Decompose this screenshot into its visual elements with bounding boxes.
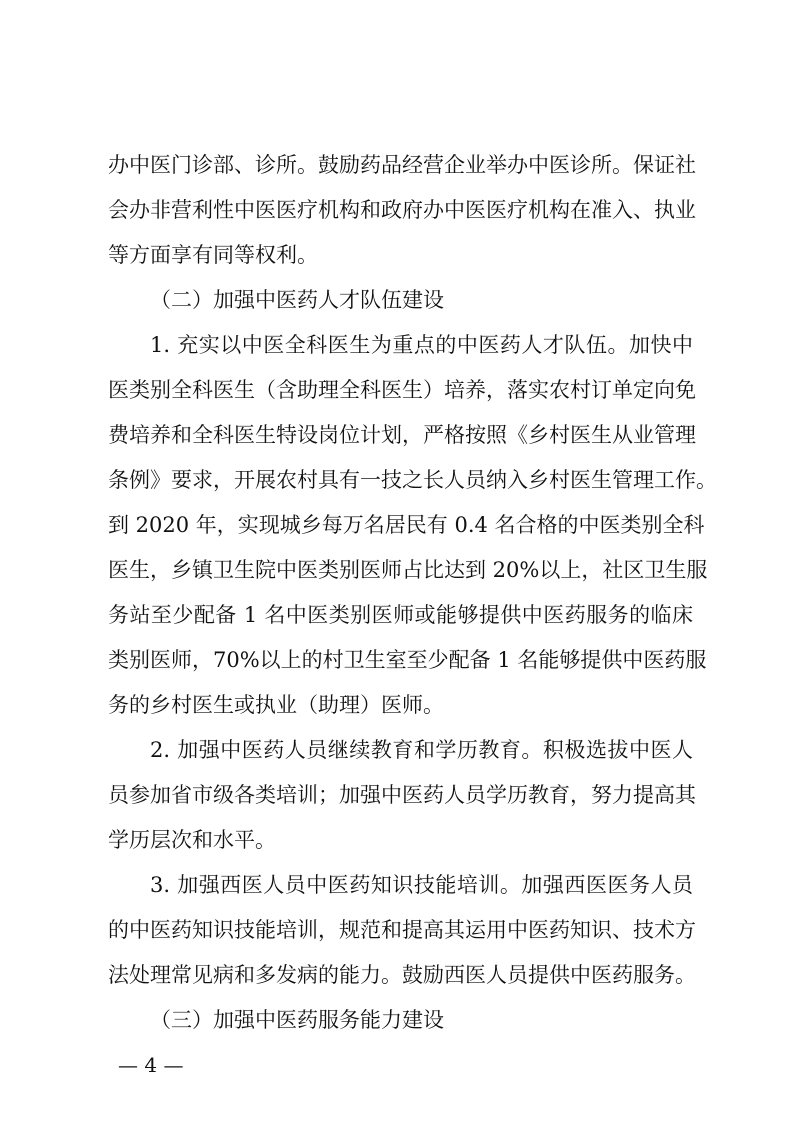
paragraph-line: 法处理常见病和多发病的能力。鼓励西医人员提供中医药服务。 [108, 963, 696, 987]
paragraph-line: 的中医药知识技能培训，规范和提高其运用中医药知识、技术方 [108, 918, 696, 942]
paragraph-line: 到 2020 年，实现城乡每万名居民有 0.4 名合格的中医类别全科 [108, 513, 705, 537]
paragraph-line: 费培养和全科医生特设岗位计划，严格按照《乡村医生从业管理 [108, 423, 696, 447]
paragraph-line: 务站至少配备 1 名中医类别医师或能够提供中医药服务的临床 [108, 603, 693, 627]
paragraph-line: 医生，乡镇卫生院中医类别医师占比达到 20%以上，社区卫生服 [108, 558, 708, 582]
paragraph-line: 务的乡村医生或执业（助理）医师。 [108, 693, 444, 717]
section-heading: （二）加强中医药人才队伍建设 [150, 288, 444, 312]
section-heading: （三）加强中医药服务能力建设 [150, 1008, 444, 1032]
paragraph-line: 3. 加强西医人员中医药知识技能培训。加强西医医务人员 [150, 873, 693, 897]
paragraph-line: 等方面享有同等权利。 [108, 243, 318, 267]
paragraph-line: 类别医师，70%以上的村卫生室至少配备 1 名能够提供中医药服 [108, 648, 707, 672]
paragraph-line: 医类别全科医生（含助理全科医生）培养，落实农村订单定向免 [108, 378, 696, 402]
paragraph-line: 1. 充实以中医全科医生为重点的中医药人才队伍。加快中 [150, 333, 693, 357]
paragraph-line: 会办非营利性中医医疗机构和政府办中医医疗机构在准入、执业 [108, 198, 696, 222]
paragraph-line: 2. 加强中医药人员继续教育和学历教育。积极选拔中医人 [150, 738, 693, 762]
paragraph-line: 学历层次和水平。 [108, 828, 276, 852]
paragraph-line: 员参加省市级各类培训；加强中医药人员学历教育，努力提高其 [108, 783, 696, 807]
page-number: — 4 — [118, 1053, 184, 1077]
paragraph-line: 办中医门诊部、诊所。鼓励药品经营企业举办中医诊所。保证社 [108, 153, 696, 177]
paragraph-line: 条例》要求，开展农村具有一技之长人员纳入乡村医生管理工作。 [108, 468, 717, 492]
